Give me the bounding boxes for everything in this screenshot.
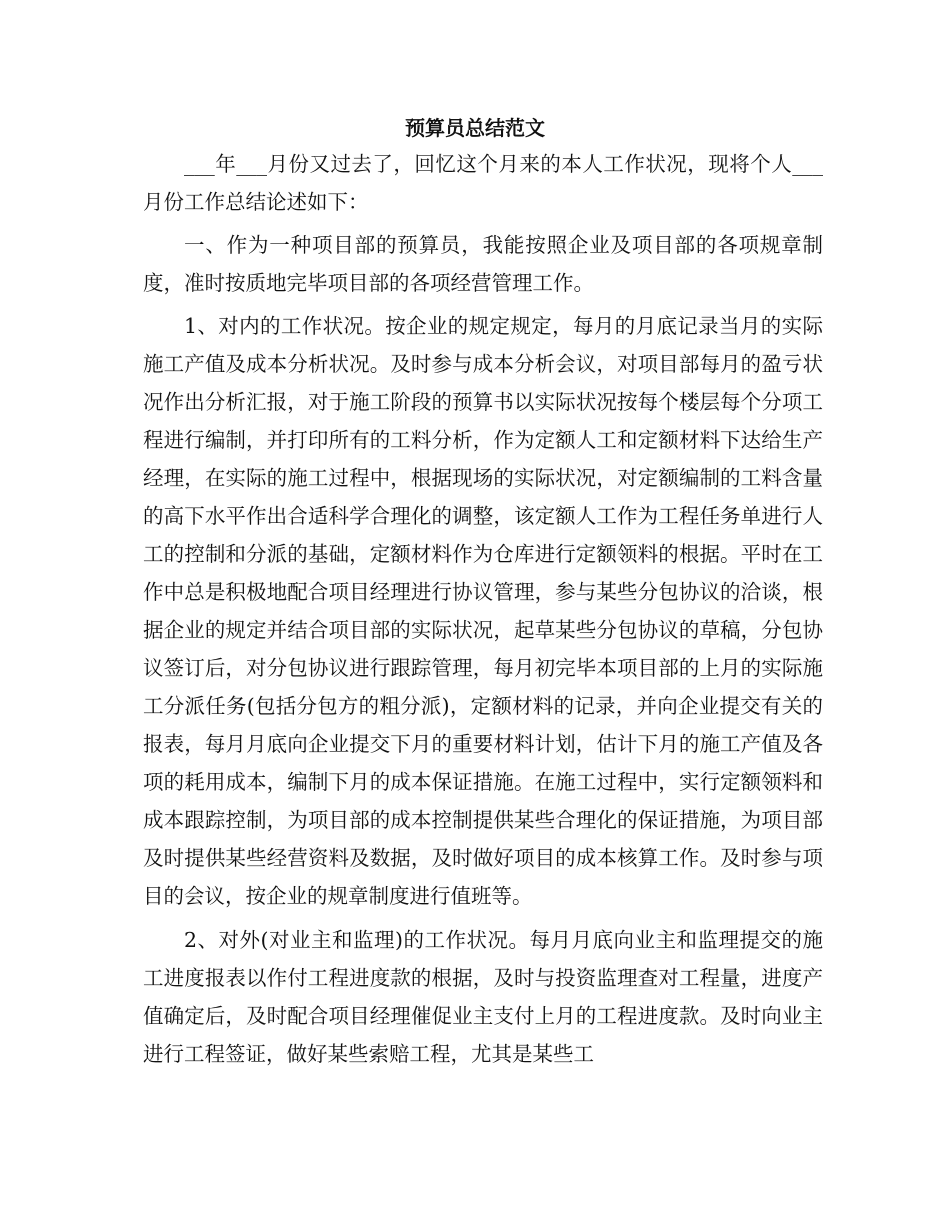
section-one-paragraph: 一、作为一种项目部的预算员，我能按照企业及项目部的各项规章制度，准时按质地完毕项目部的各项经营管理工作。 [143, 233, 823, 295]
document-body [143, 145, 823, 1073]
external-work-paragraph: 2、对外(对业主和监理)的工作状况。每月月底向业主和监理提交的施工进度报表以作付工程进度款的根据，及时与投资监理查对工程量，进度产值确定后，及时配合项目经理催促业主支付上月的工程进度款。及时向业主进行工程签证，做好某些索赔工程，尤其是某些工 [143, 928, 823, 1066]
internal-work-paragraph: 1、对内的工作状况。按企业的规定规定，每月的月底记录当月的实际施工产值及成本分析状况。及时参与成本分析会议，对项目部每月的盈亏状况作出分析汇报，对于施工阶段的预算书以实际状况按每个楼层每个分项工程进行编制，并打印所有的工料分析，作为定额人工和定额材料下达给生产经理，在实际的施工过程中，根据现场的实际状况，对定额编制的工料含量的高下水平作出合适科学合理化的调整，该定额人工作为工程任务单进行人工的控制和分派的基础，定额材料作为仓库进行定额领料的根据。平时在工作中总是积极地配合项目经理进行协议管理，参与某些分包协议的洽谈，根据企业的规定并结合项目部的实际状况，起草某些分包协议的草稿，分包协议签订后，对分包协议进行跟踪管理，每月初完毕本项目部的上月的实际施工分派任务(包括分包方的粗分派)，定额材料的记录，并向企业提交有关的报表，每月月底向企业提交下月的重要材料计划，估计下月的施工产值及各项的耗用成本，编制下月的成本保证措施。在施工过程中，实行定额领料和成本跟踪控制，为项目部的成本控制提供某些合理化的保证措施，为项目部及时提供某些经营资料及数据，及时做好项目的成本核算工作。及时参与项目的会议，按企业的规章制度进行值班等。 [143, 314, 823, 908]
intro-paragraph: ___年___月份又过去了，回忆这个月来的本人工作状况，现将个人___月份工作总结论述如下： [143, 152, 823, 214]
document-title: 预算员总结范文 [405, 116, 545, 140]
